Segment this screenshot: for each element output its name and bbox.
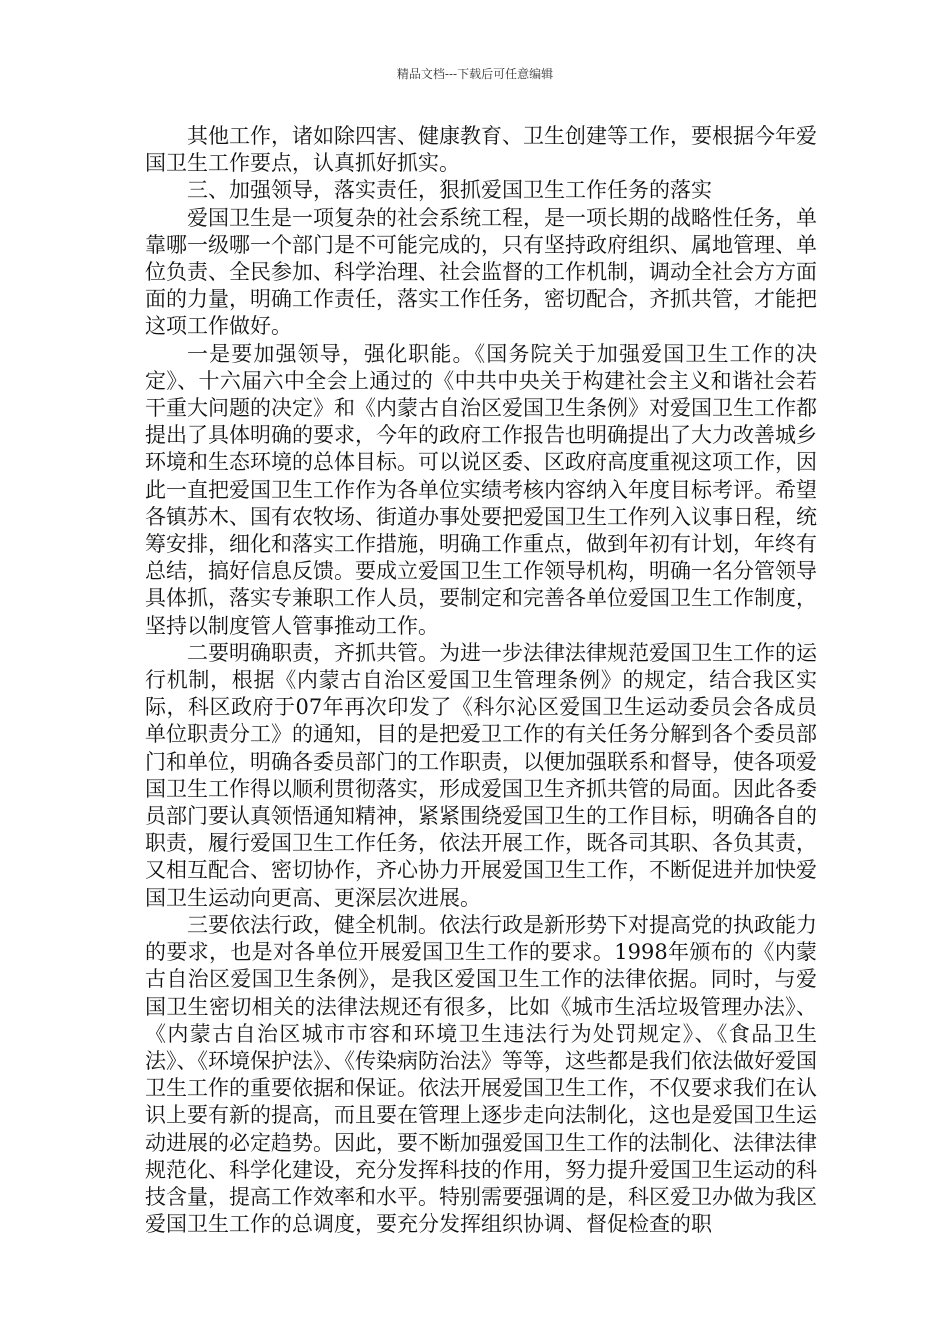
document-body: [145, 123, 817, 1238]
section-heading-3: 三、加强领导，落实责任，狠抓爱国卫生工作任务的落实: [187, 178, 712, 203]
paragraph-point-1: 一是要加强领导，强化职能。《国务院关于加强爱国卫生工作的决定》、十六届六中全会上通过的《中共中央关于构建社会主义和谐社会若干重大问题的决定》和《内蒙古自治区爱国卫生条例》对爱国卫生工作都提出了具体明确的要求，今年的政府工作报告也明确提出了大力改善城乡环境和生态环境的总体目标。可以说区委、区政府高度重视这项工作，因此一直把爱国卫生工作作为各单位实绩考核内容纳入年度目标考评。希望各镇苏木、国有农牧场、街道办事处要把爱国卫生工作列入议事日程，统筹安排，细化和落实工作措施，明确工作重点，做到年初有计划，年终有总结，搞好信息反馈。要成立爱国卫生工作领导机构，明确一名分管领导具体抓，落实专兼职工作人员，要制定和完善各单位爱国卫生工作制度，坚持以制度管人管事推动工作。: [145, 341, 817, 638]
paragraph-intro: 爱国卫生是一项复杂的社会系统工程，是一项长期的战略性任务，单靠哪一级哪一个部门是不可能完成的，只有坚持政府组织、属地管理、单位负责、全民参加、科学治理、社会监督的工作机制，调动全社会方方面面的力量，明确工作责任，落实工作任务，密切配合，齐抓共管，才能把这项工作做好。: [145, 205, 817, 339]
page-header: 精品文档---下载后可任意编辑: [396, 67, 554, 81]
paragraph-point-3: 三要依法行政，健全机制。依法行政是新形势下对提高党的执政能力的要求，也是对各单位开展爱国卫生工作的要求。1998年颁布的《内蒙古自治区爱国卫生条例》，是我区爱国卫生工作的法律依据。同时，与爱国卫生密切相关的法律法规还有很多，比如《城市生活垃圾管理办法》、《内蒙古自治区城市市容和环境卫生违法行为处罚规定》、《食品卫生法》、《环境保护法》、《传染病防治法》等等，这些都是我们依法做好爱国卫生工作的重要依据和保证。依法开展爱国卫生工作，不仅要求我们在认识上要有新的提高，而且要在管理上逐步走向法制化，这也是爱国卫生运动进展的必定趋势。因此，要不断加强爱国卫生工作的法制化、法律法律规范化、科学化建设，充分发挥科技的作用，努力提升爱国卫生运动的科技含量，提高工作效率和水平。特别需要强调的是，科区爱卫办做为我区爱国卫生工作的总调度，要充分发挥组织协调、督促检查的职: [145, 912, 817, 1237]
paragraph-point-2: 二要明确职责，齐抓共管。为进一步法律法律规范爱国卫生工作的运行机制，根据《内蒙古自治区爱国卫生管理条例》的规定，结合我区实际，科区政府于07年再次印发了《科尔沁区爱国卫生运动委员会各成员单位职责分工》的通知，目的是把爱卫工作的有关任务分解到各个委员部门和单位，明确各委员部门的工作职责，以便加强联系和督导，使各项爱国卫生工作得以顺利贯彻落实，形成爱国卫生齐抓共管的局面。因此各委员部门要认真领悟通知精神，紧紧围绕爱国卫生的工作目标，明确各自的职责，履行爱国卫生工作任务，依法开展工作，既各司其职、各负其责，又相互配合、密切协作，齐心协力开展爱国卫生工作，不断促进并加快爱国卫生运动向更高、更深层次进展。: [145, 640, 817, 910]
paragraph-other-work: 其他工作，诸如除四害、健康教育、卫生创建等工作，要根据今年爱国卫生工作要点，认真抓好抓实。: [145, 124, 817, 176]
